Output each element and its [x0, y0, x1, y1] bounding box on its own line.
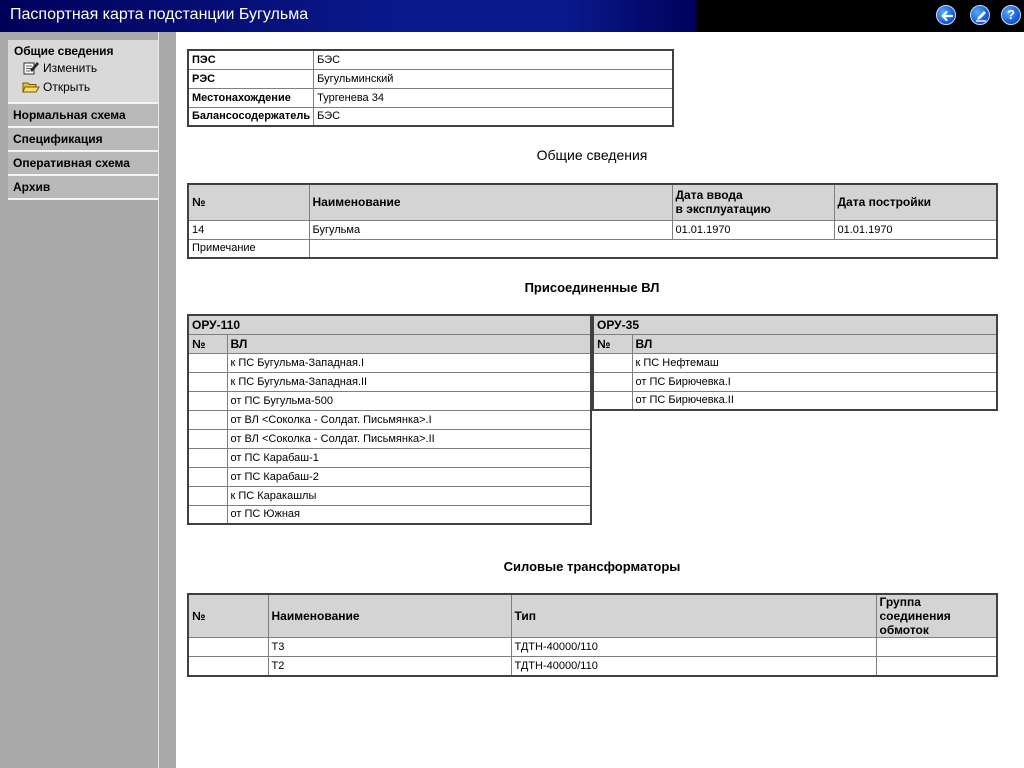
col-header-winding-group — [876, 594, 997, 638]
note-label: Примечание — [188, 239, 309, 258]
main-content — [176, 32, 1024, 768]
question-mark-icon: ? — [1007, 7, 1015, 22]
table-row — [188, 505, 591, 524]
info-key: РЭС — [188, 69, 314, 88]
transformers-table — [187, 593, 998, 677]
transformers-section-title: Силовые трансформаторы — [503, 559, 681, 574]
nav-item-archive[interactable]: Архив — [8, 176, 158, 200]
col-header-type: Тип — [511, 594, 876, 638]
general-table — [187, 183, 998, 259]
cell-num — [188, 486, 227, 505]
table-row — [188, 638, 997, 657]
col-header-built-date: Дата постройки — [834, 184, 997, 220]
cell-winding-group — [876, 638, 997, 657]
cell-winding-group — [876, 657, 997, 676]
table-row — [188, 391, 591, 410]
cell-commission-date: 01.01.1970 — [672, 220, 834, 239]
table-group-header — [188, 315, 591, 334]
window-title: Паспортная карта подстанции Бугульма — [10, 6, 309, 23]
sidebar-splitter[interactable] — [158, 32, 176, 768]
col-header-winding-line2: обмоток — [879, 623, 929, 637]
sidebar-nav — [8, 40, 158, 200]
open-folder-icon — [22, 79, 40, 95]
table-row — [188, 220, 997, 239]
cell-vl: к ПС Бугульма-Западная.II — [227, 372, 591, 391]
oru35-table — [592, 314, 998, 411]
table-row-note — [188, 239, 997, 258]
cell-vl: от ПС Южная — [227, 505, 591, 524]
table-row — [188, 429, 591, 448]
back-button[interactable] — [936, 5, 956, 25]
edit-icon — [22, 60, 40, 76]
cell-vl: от ВЛ <Соколка - Солдат. Письмянка>.II — [227, 429, 591, 448]
cell-num — [188, 467, 227, 486]
cell-type: ТДТН-40000/110 — [511, 657, 876, 676]
pencil-icon — [974, 9, 988, 23]
cell-num — [593, 372, 632, 391]
cell-num — [188, 429, 227, 448]
nav-item-normal-scheme[interactable]: Нормальная схема — [8, 104, 158, 128]
cell-vl: к ПС Каракашлы — [227, 486, 591, 505]
nav-group-general — [8, 40, 158, 104]
col-header-num: № — [188, 334, 227, 353]
cell-vl: от ПС Бугульма-500 — [227, 391, 591, 410]
cell-vl: от ПС Бирючевка.II — [632, 391, 997, 410]
lines-section-title: Присоединенные ВЛ — [524, 280, 660, 295]
table-row — [188, 448, 591, 467]
nav-group-title[interactable]: Общие сведения — [14, 44, 114, 58]
table-group-header — [593, 315, 997, 334]
cell-num — [188, 372, 227, 391]
edit-button[interactable] — [970, 5, 990, 25]
cell-num — [188, 410, 227, 429]
oru110-table — [187, 314, 592, 525]
nav-item-specification[interactable]: Спецификация — [8, 128, 158, 152]
cell-num — [188, 638, 268, 657]
nav-action-open[interactable] — [8, 77, 158, 96]
table-row — [593, 391, 997, 410]
nav-action-edit[interactable] — [8, 58, 158, 77]
arrow-left-icon — [940, 9, 954, 23]
col-header-num: № — [188, 184, 309, 220]
table-row — [188, 657, 997, 676]
nav-action-open-label: Открыть — [43, 79, 91, 94]
cell-name: Т3 — [268, 638, 511, 657]
info-key: Балансосодержатель — [188, 107, 314, 126]
info-value: БЭС — [314, 107, 673, 126]
table-header-row — [188, 334, 591, 353]
oru35-title: ОРУ-35 — [593, 315, 997, 334]
help-button[interactable] — [1001, 5, 1021, 25]
cell-built-date: 01.01.1970 — [834, 220, 997, 239]
col-header-num: № — [188, 594, 268, 638]
table-row — [188, 353, 591, 372]
cell-num — [188, 448, 227, 467]
info-row — [188, 69, 673, 88]
col-header-winding-line1: Группа соединения — [879, 595, 951, 623]
info-row — [188, 50, 673, 69]
table-header-row — [188, 184, 997, 220]
info-row — [188, 88, 673, 107]
cell-vl: от ПС Карабаш-2 — [227, 467, 591, 486]
col-header-commission-line1: Дата ввода — [675, 188, 743, 203]
nav-action-edit-label: Изменить — [43, 60, 98, 75]
cell-num — [593, 391, 632, 410]
cell-vl: от ПС Карабаш-1 — [227, 448, 591, 467]
cell-num — [188, 353, 227, 372]
cell-vl: от ВЛ <Соколка - Солдат. Письмянка>.I — [227, 410, 591, 429]
cell-type: ТДТН-40000/110 — [511, 638, 876, 657]
table-header-row — [593, 334, 997, 353]
table-row — [593, 372, 997, 391]
col-header-commission-line2: в эксплуатацию — [675, 202, 771, 217]
col-header-name: Наименование — [268, 594, 511, 638]
info-key: Местонахождение — [188, 88, 314, 107]
table-row — [188, 486, 591, 505]
cell-name: Бугульма — [309, 220, 672, 239]
cell-num: 14 — [188, 220, 309, 239]
col-header-num: № — [593, 334, 632, 353]
table-row — [593, 353, 997, 372]
nav-item-operative-scheme[interactable]: Оперативная схема — [8, 152, 158, 176]
cell-num — [188, 391, 227, 410]
general-section-title: Общие сведения — [536, 147, 648, 163]
info-value: БЭС — [314, 50, 673, 69]
info-value: Тургенева 34 — [314, 88, 673, 107]
info-key: ПЭС — [188, 50, 314, 69]
note-value — [309, 239, 997, 258]
info-row — [188, 107, 673, 126]
table-header-row — [188, 594, 997, 638]
oru110-title: ОРУ-110 — [188, 315, 591, 334]
col-header-vl: ВЛ — [632, 334, 997, 353]
cell-vl: к ПС Нефтемаш — [632, 353, 997, 372]
table-row — [188, 410, 591, 429]
col-header-name: Наименование — [309, 184, 672, 220]
cell-vl: от ПС Бирючевка.I — [632, 372, 997, 391]
cell-num — [188, 505, 227, 524]
title-bar — [0, 0, 1024, 32]
sidebar — [0, 32, 176, 768]
col-header-vl: ВЛ — [227, 334, 591, 353]
col-header-commission-date — [672, 184, 834, 220]
info-value: Бугульминский — [314, 69, 673, 88]
table-row — [188, 467, 591, 486]
cell-num — [593, 353, 632, 372]
info-table — [187, 49, 674, 127]
table-row — [188, 372, 591, 391]
cell-vl: к ПС Бугульма-Западная.I — [227, 353, 591, 372]
cell-name: Т2 — [268, 657, 511, 676]
cell-num — [188, 657, 268, 676]
